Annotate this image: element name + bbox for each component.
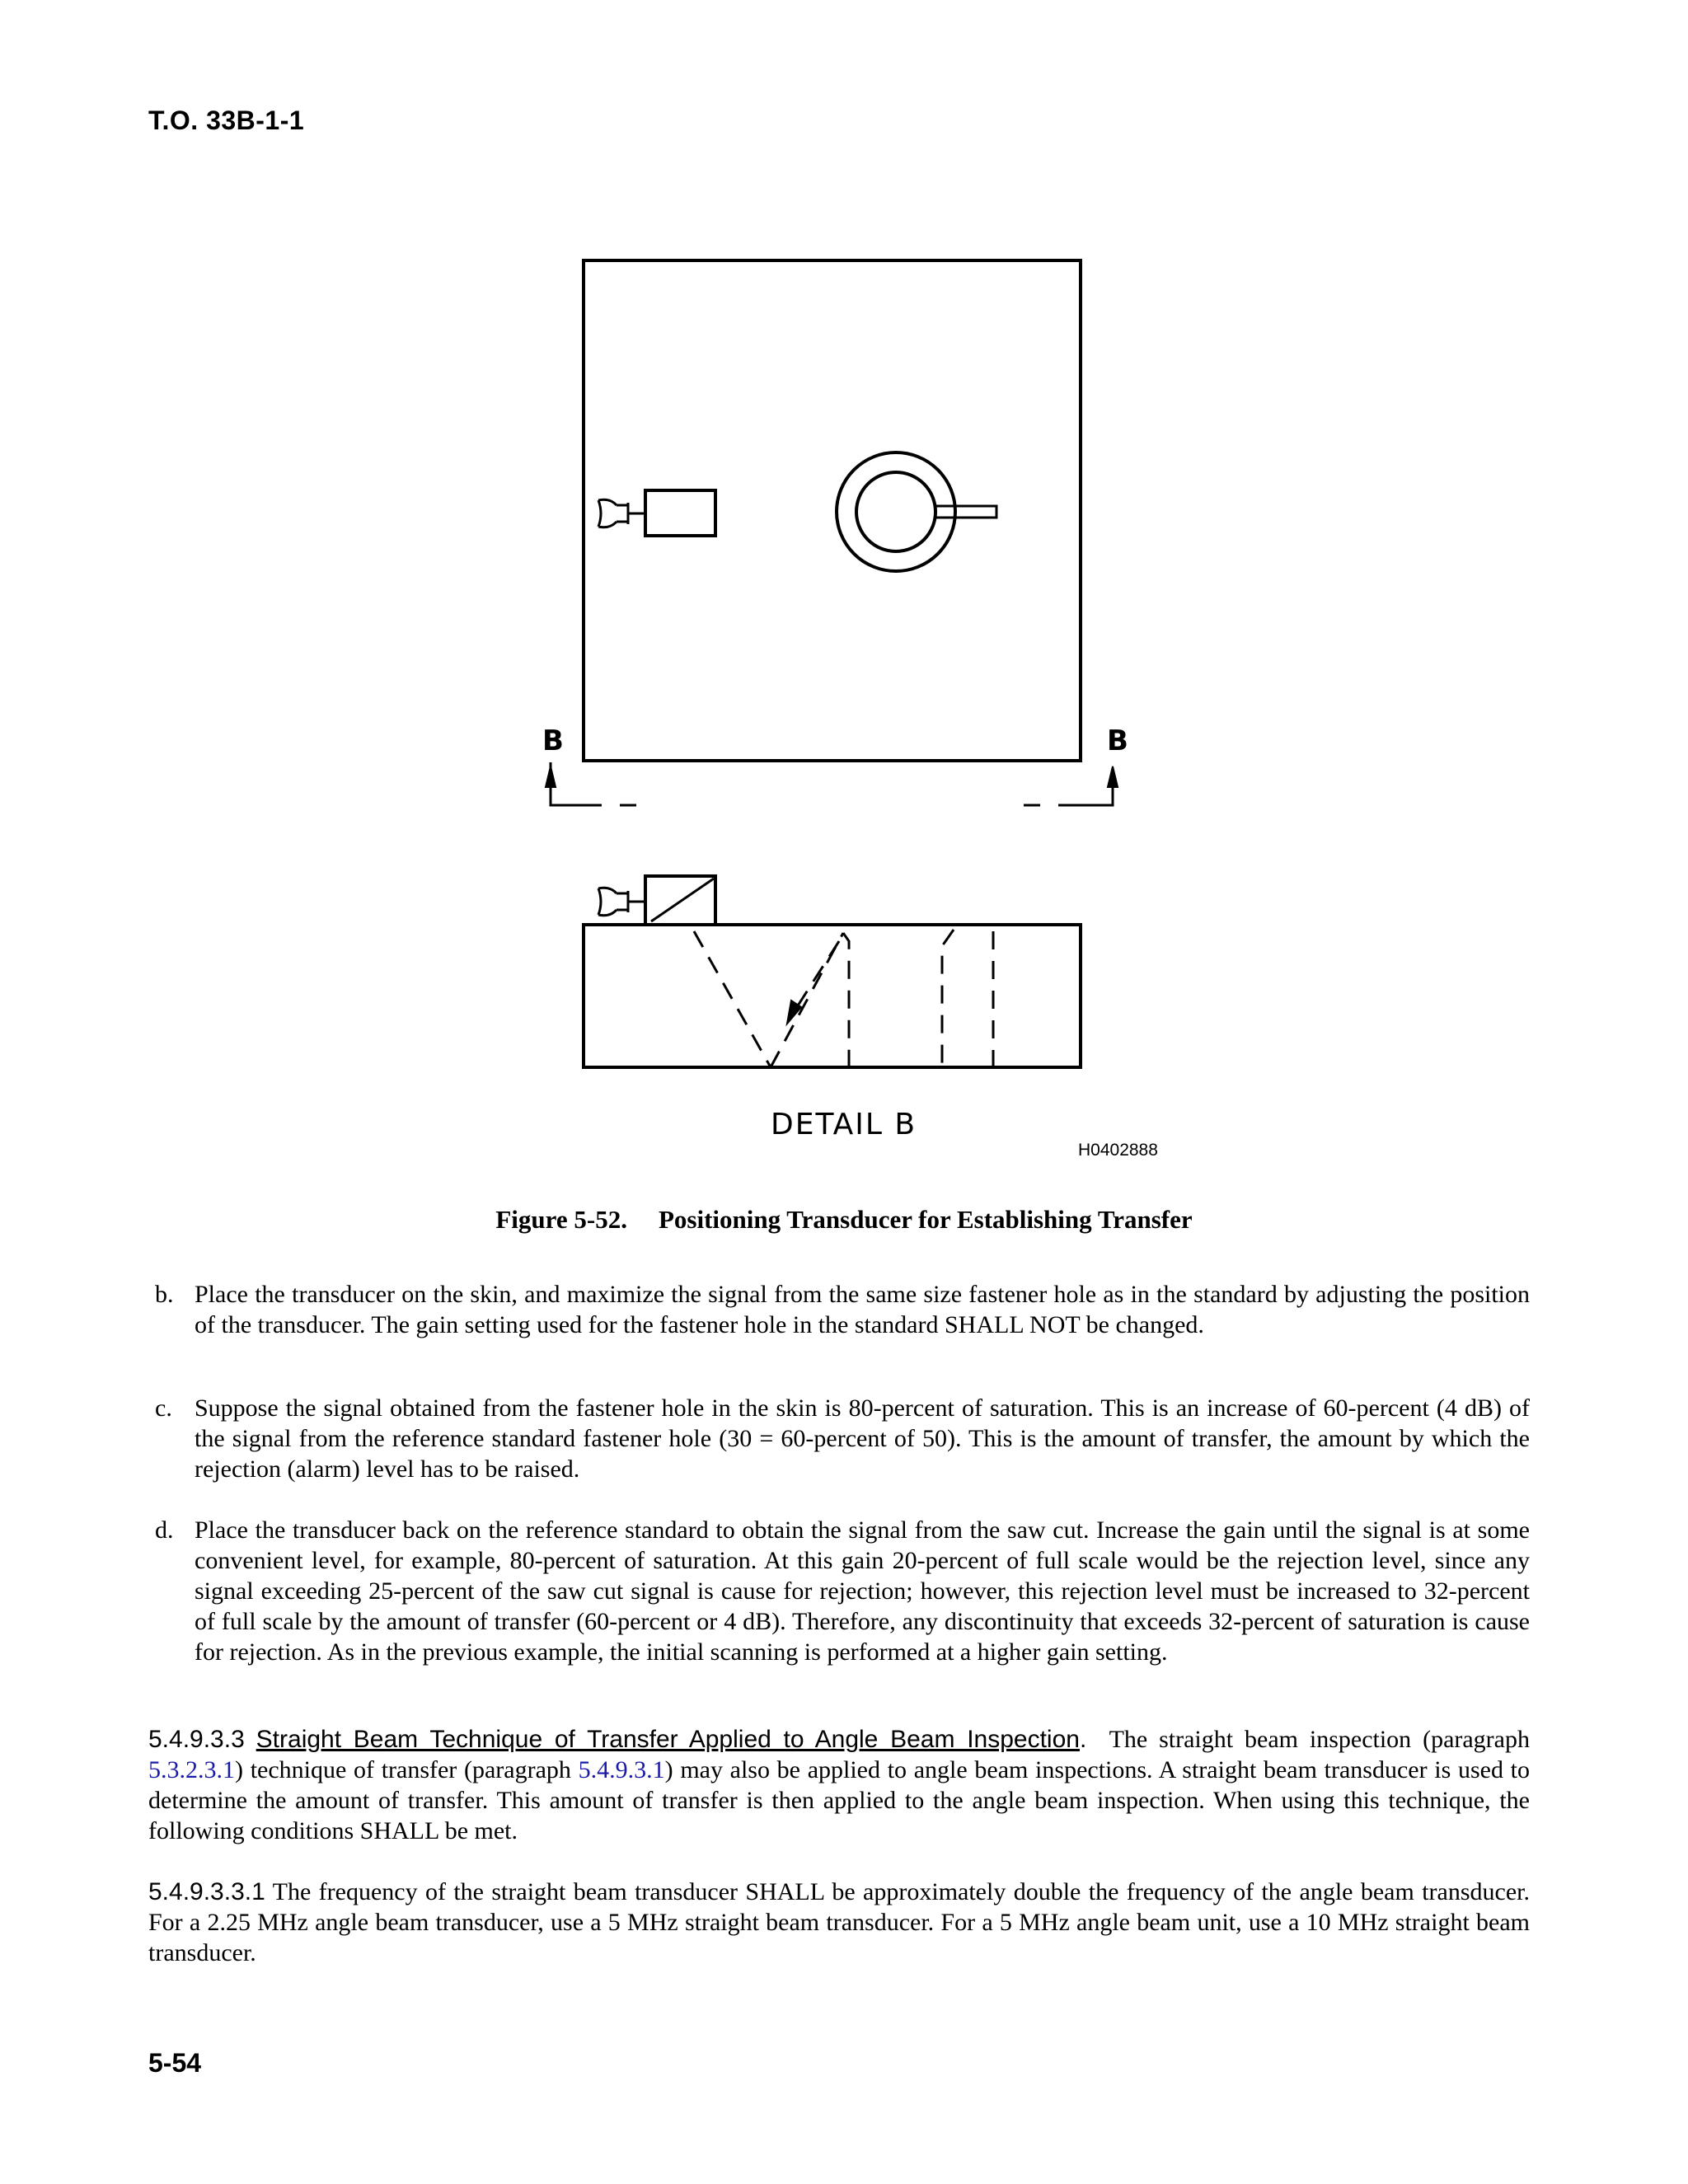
- section-5-4-9-3-3-1: [148, 1877, 1530, 1968]
- list-letter: b.: [155, 1281, 174, 1308]
- section-text: ) may also be applied to angle beam inspections. A straight beam transducer is used to determine the amount of transfer. This amount of transfer is then applied to the angle beam inspection. When using this technique, the following conditions SHALL be met.: [148, 1756, 1531, 1844]
- section-line-left: [551, 762, 636, 805]
- top-view-transducer: [645, 490, 715, 536]
- section-label-b-left: B: [542, 724, 564, 757]
- list-item-b: [155, 1279, 1530, 1340]
- list-text: Place the transducer back on the reference standard to obtain the signal from the saw cut. Increase the gain until the signal is at some convenient level, for example, 80-percent of saturation. At this gain 20-percent of full scale would be the rejection level, since any signal exceeding 25-percent of the saw cut signal is cause for rejection; however, this rejection level must be increased to 32-percent of full scale by the amount of transfer (60-percent or 4 dB). Therefore, any discontinuity that exceeds 32-percent of saturation is cause for rejection. As in the previous example, the initial scanning is performed at a higher gain setting.: [195, 1516, 1530, 1666]
- figure-caption-title: Positioning Transducer for Establishing Transfer: [658, 1205, 1193, 1234]
- list-letter: d.: [155, 1516, 174, 1544]
- fastener-hole-ring: [837, 452, 955, 571]
- section-text: The frequency of the straight beam transducer SHALL be approximately double the frequency of the angle beam transducer. For a 2.25 MHz angle beam transducer, use a 5 MHz straight beam transducer. For a 5 MHz angle beam unit, use a 10 MHz straight beam transducer.: [148, 1878, 1530, 1966]
- section-5-4-9-3-3: [148, 1724, 1530, 1846]
- section-text: The straight beam inspection (paragraph: [1109, 1726, 1530, 1753]
- paragraph-link-5-4-9-3-1[interactable]: 5.4.9.3.1: [578, 1756, 665, 1783]
- section-number: 5.4.9.3.3.1: [148, 1878, 265, 1905]
- beam-path-return: [794, 941, 839, 1012]
- list-item-d: [155, 1515, 1530, 1667]
- detail-b-cross-section: [584, 925, 1081, 1067]
- section-text: ) technique of transfer (paragraph: [235, 1756, 579, 1783]
- paragraph-link-5-3-2-3-1[interactable]: 5.3.2.3.1: [148, 1756, 235, 1783]
- section-arrow-right: [1108, 766, 1118, 787]
- document-number: T.O. 33B-1-1: [148, 105, 305, 135]
- section-arrow-left: [546, 766, 556, 787]
- figure-caption-number: Figure 5-52.: [495, 1205, 627, 1234]
- top-view-panel: [584, 260, 1081, 761]
- section-heading: Straight Beam Technique of Transfer Applied to Angle Beam Inspection: [256, 1726, 1080, 1753]
- list-text: Suppose the signal obtained from the fastener hole in the skin is 80-percent of saturation. This is an increase of 60-percent (4 dB) of the signal from the reference standard fastener hole (30 = 60-percent of 50). This is the amount of transfer, the amount by which the rejection (alarm) level has to be raised.: [195, 1394, 1530, 1483]
- top-view-transducer-connector: [598, 499, 645, 527]
- page-number: 5-54: [148, 2048, 202, 2078]
- section-line-right: [1024, 768, 1113, 805]
- section-heading-period: .: [1079, 1726, 1087, 1753]
- detail-label: DETAIL B: [771, 1108, 917, 1141]
- figure-id: H0402888: [1078, 1141, 1158, 1160]
- saw-cut: [935, 506, 996, 518]
- fastener-hole: [856, 472, 935, 551]
- figure-caption: [0, 1205, 1688, 1235]
- section-number: 5.4.9.3.3: [148, 1726, 245, 1753]
- beam-path-down: [694, 931, 771, 1067]
- list-letter: c.: [155, 1394, 172, 1422]
- detail-b-transducer-connector: [598, 888, 645, 916]
- section-label-b-right: B: [1107, 724, 1128, 757]
- list-item-c: [155, 1393, 1530, 1484]
- list-text: Place the transducer on the skin, and maximize the signal from the same size fastener hole as in the standard by adjusting the position of the transducer. The gain setting used for the fastener hole in the standard SHALL NOT be changed.: [195, 1281, 1530, 1338]
